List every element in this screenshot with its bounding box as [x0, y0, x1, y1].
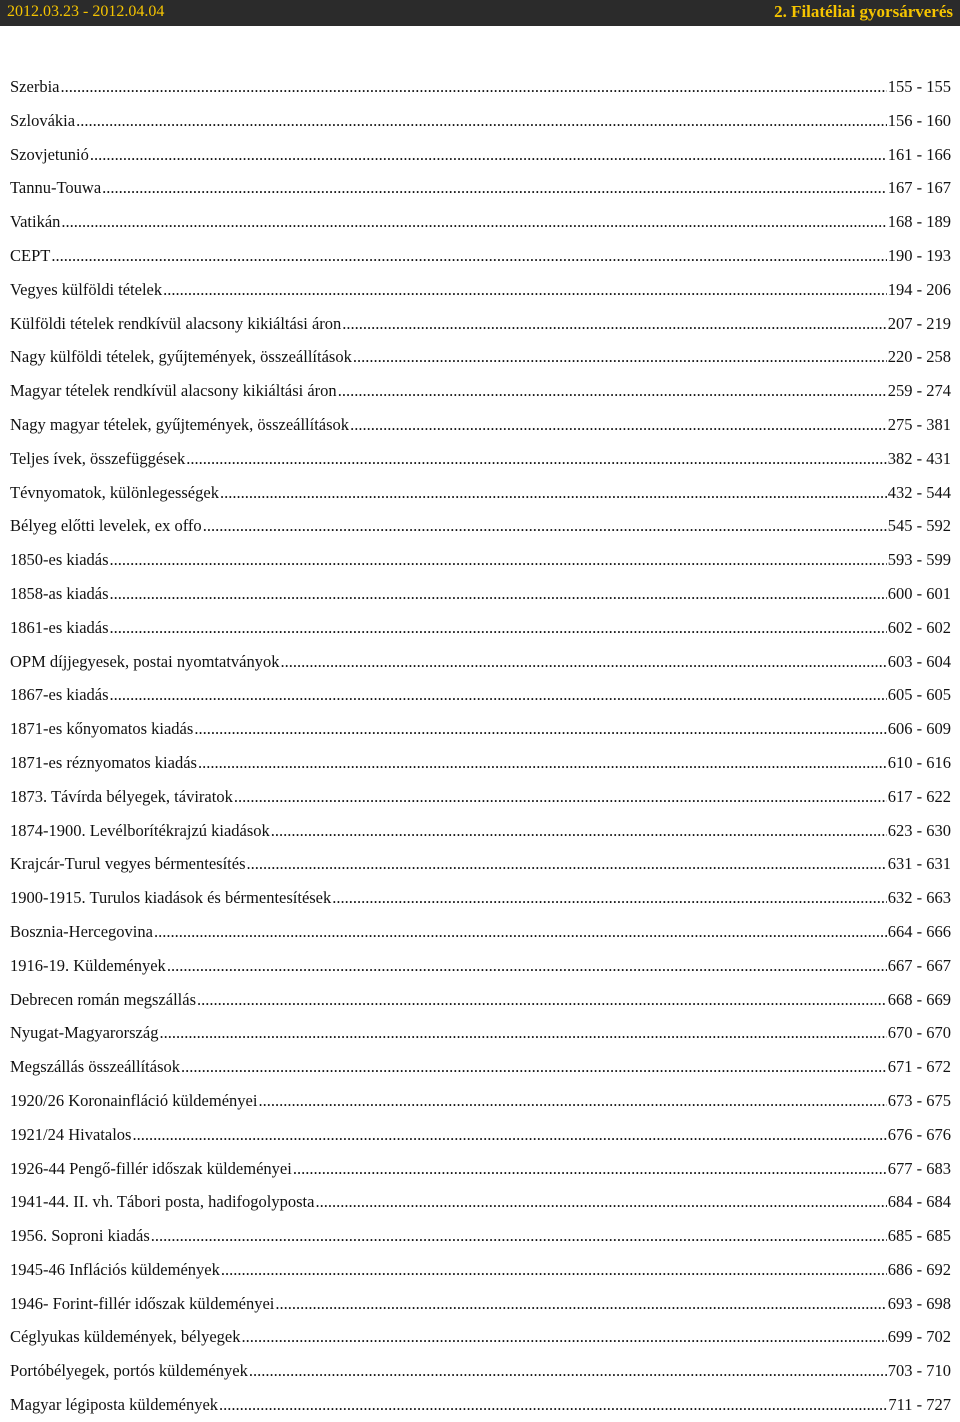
toc-entry[interactable]	[10, 340, 951, 374]
toc-entry-pages: 207 - 219	[887, 313, 951, 333]
toc-entry[interactable]	[10, 509, 951, 543]
toc-entry[interactable]	[10, 1320, 951, 1354]
toc-entry-label: OPM díjjegyesek, postai nyomtatványok	[10, 651, 280, 671]
toc-entry-pages: 602 - 602	[887, 617, 951, 637]
toc-leader-dots	[186, 442, 887, 476]
toc-entry-pages: 606 - 609	[887, 719, 951, 739]
toc-leader-dots	[60, 70, 886, 104]
toc-entry-pages: 711 - 727	[888, 1395, 951, 1415]
toc-entry-label: Nagy magyar tételek, gyűjtemények, összeállítások	[10, 414, 350, 434]
section-title: 2. Filatéliai gyorsárverés	[774, 2, 953, 21]
toc-entry[interactable]	[10, 678, 951, 712]
toc-leader-dots	[61, 205, 886, 239]
toc-entry[interactable]	[10, 442, 951, 476]
toc-leader-dots	[163, 273, 887, 307]
toc-entry[interactable]	[10, 273, 951, 307]
toc-entry-pages: 161 - 166	[887, 144, 951, 164]
toc-entry[interactable]	[10, 746, 951, 780]
toc-leader-dots	[315, 1185, 886, 1219]
toc-entry-label: Teljes ívek, összefüggések	[10, 448, 186, 468]
toc-entry[interactable]	[10, 1388, 951, 1422]
toc-leader-dots	[110, 543, 887, 577]
toc-entry-pages: 617 - 622	[887, 786, 951, 806]
toc-entry-pages: 600 - 601	[887, 583, 951, 603]
toc-leader-dots	[342, 307, 886, 341]
toc-entry-pages: 686 - 692	[887, 1259, 951, 1279]
toc-leader-dots	[249, 1354, 887, 1388]
toc-entry-pages: 671 - 672	[887, 1057, 951, 1077]
toc-leader-dots	[110, 678, 887, 712]
toc-entry-label: 1946- Forint-fillér időszak küldeményei	[10, 1293, 275, 1313]
toc-leader-dots	[151, 1219, 887, 1253]
toc-leader-dots	[203, 509, 887, 543]
toc-entry-label: Vatikán	[10, 212, 61, 232]
toc-entry-pages: 703 - 710	[887, 1361, 951, 1381]
toc-leader-dots	[102, 171, 887, 205]
toc-leader-dots	[241, 1320, 886, 1354]
toc-entry-label: Külföldi tételek rendkívül alacsony kikiáltási áron	[10, 313, 342, 333]
toc-entry[interactable]	[10, 1185, 951, 1219]
toc-entry[interactable]	[10, 1084, 951, 1118]
toc-entry-pages: 673 - 675	[887, 1090, 951, 1110]
toc-entry-label: Szerbia	[10, 77, 60, 96]
toc-leader-dots	[234, 780, 887, 814]
toc-entry-label: 1945-46 Inflációs küldemények	[10, 1259, 220, 1279]
toc-entry-pages: 685 - 685	[887, 1226, 951, 1246]
toc-entry-pages: 259 - 274	[887, 381, 951, 401]
toc-leader-dots	[293, 1152, 887, 1186]
table-of-contents	[10, 70, 951, 1422]
toc-leader-dots	[76, 104, 887, 138]
toc-entry[interactable]	[10, 1354, 951, 1388]
toc-leader-dots	[275, 1287, 886, 1321]
toc-entry-pages: 610 - 616	[887, 752, 951, 772]
page-header	[0, 0, 960, 26]
toc-entry[interactable]	[10, 1016, 951, 1050]
toc-leader-dots	[197, 983, 887, 1017]
toc-entry-pages: 632 - 663	[887, 888, 951, 908]
toc-entry[interactable]	[10, 1118, 951, 1152]
toc-entry[interactable]	[10, 881, 951, 915]
toc-entry[interactable]	[10, 847, 951, 881]
date-range: 2012.03.23 - 2012.04.04	[7, 3, 165, 20]
toc-entry[interactable]	[10, 780, 951, 814]
toc-entry-pages: 684 - 684	[887, 1192, 951, 1212]
toc-entry-label: 1871-es kőnyomatos kiadás	[10, 719, 194, 739]
toc-leader-dots	[219, 1388, 887, 1422]
toc-leader-dots	[220, 476, 887, 510]
toc-entry[interactable]	[10, 543, 951, 577]
toc-entry[interactable]	[10, 307, 951, 341]
toc-entry[interactable]	[10, 1287, 951, 1321]
toc-entry-label: Nyugat-Magyarország	[10, 1023, 159, 1043]
toc-entry-label: 1941-44. II. vh. Tábori posta, hadifogolyposta	[10, 1192, 315, 1212]
toc-entry-pages: 382 - 431	[887, 448, 951, 468]
toc-entry-label: 1874-1900. Levélborítékrajzú kiadások	[10, 820, 270, 840]
toc-entry-label: 1850-es kiadás	[10, 550, 109, 570]
toc-entry[interactable]	[10, 239, 951, 273]
toc-entry-pages: 156 - 160	[887, 110, 951, 130]
toc-entry[interactable]	[10, 205, 951, 239]
toc-leader-dots	[110, 611, 887, 645]
toc-leader-dots	[159, 1016, 886, 1050]
toc-entry-label: Krajcár-Turul vegyes bérmentesítés	[10, 854, 246, 874]
toc-leader-dots	[258, 1084, 886, 1118]
toc-entry[interactable]	[10, 949, 951, 983]
toc-entry-label: Céglyukas küldemények, bélyegek	[10, 1327, 241, 1347]
toc-entry[interactable]	[10, 611, 951, 645]
toc-entry-pages: 693 - 698	[887, 1293, 951, 1313]
toc-leader-dots	[110, 577, 887, 611]
toc-entry[interactable]	[10, 1152, 951, 1186]
toc-entry[interactable]	[10, 645, 951, 679]
toc-leader-dots	[90, 138, 887, 172]
toc-entry-label: Bélyeg előtti levelek, ex offo	[10, 516, 202, 536]
toc-entry-pages: 168 - 189	[887, 212, 951, 232]
toc-leader-dots	[332, 881, 886, 915]
toc-leader-dots	[51, 239, 886, 273]
toc-entry-pages: 545 - 592	[887, 516, 951, 536]
toc-entry-label: 1858-as kiadás	[10, 583, 109, 603]
toc-entry-label: 1867-es kiadás	[10, 685, 109, 705]
toc-entry[interactable]	[10, 1219, 951, 1253]
toc-leader-dots	[194, 712, 886, 746]
toc-leader-dots	[181, 1050, 887, 1084]
toc-entry-pages: 623 - 630	[887, 820, 951, 840]
toc-entry-label: 1873. Távírda bélyegek, táviratok	[10, 786, 233, 806]
toc-entry-pages: 699 - 702	[887, 1327, 951, 1347]
toc-leader-dots	[247, 847, 887, 881]
toc-entry-label: CEPT	[10, 245, 51, 265]
toc-leader-dots	[353, 340, 887, 374]
toc-entry-label: Magyar légiposta küldemények	[10, 1395, 219, 1415]
toc-entry-label: Portóbélyegek, portós küldemények	[10, 1361, 248, 1381]
toc-entry[interactable]	[10, 814, 951, 848]
toc-entry-label: Szlovákia	[10, 110, 76, 130]
toc-entry-pages: 605 - 605	[887, 685, 951, 705]
toc-entry-pages: 190 - 193	[887, 245, 951, 265]
toc-entry-label: Tévnyomatok, különlegességek	[10, 482, 219, 502]
toc-entry-label: Vegyes külföldi tételek	[10, 279, 163, 299]
toc-leader-dots	[221, 1253, 887, 1287]
toc-entry-label: Tannu-Touwa	[10, 178, 102, 198]
toc-entry-pages: 593 - 599	[887, 550, 951, 570]
toc-entry[interactable]	[10, 171, 951, 205]
toc-leader-dots	[271, 814, 887, 848]
toc-entry-pages: 677 - 683	[887, 1158, 951, 1178]
toc-entry-pages: 167 - 167	[887, 178, 951, 198]
toc-entry-label: Megszállás összeállítások	[10, 1057, 180, 1077]
toc-entry[interactable]	[10, 983, 951, 1017]
toc-leader-dots	[338, 374, 887, 408]
toc-entry-pages: 664 - 666	[887, 921, 951, 941]
toc-entry-pages: 155 - 155	[887, 77, 951, 96]
toc-entry-label: Bosznia-Hercegovina	[10, 921, 153, 941]
toc-entry-pages: 676 - 676	[887, 1124, 951, 1144]
toc-entry-pages: 603 - 604	[887, 651, 951, 671]
toc-leader-dots	[132, 1118, 886, 1152]
toc-entry-pages: 432 - 544	[887, 482, 951, 502]
toc-entry[interactable]	[10, 476, 951, 510]
toc-leader-dots	[198, 746, 887, 780]
toc-entry-pages: 667 - 667	[887, 955, 951, 975]
toc-entry[interactable]	[10, 374, 951, 408]
toc-leader-dots	[167, 949, 887, 983]
toc-entry[interactable]	[10, 138, 951, 172]
toc-entry[interactable]	[10, 915, 951, 949]
toc-entry-pages: 668 - 669	[887, 989, 951, 1009]
toc-leader-dots	[280, 645, 886, 679]
toc-entry-label: 1900-1915. Turulos kiadások és bérmentesítések	[10, 888, 332, 908]
toc-leader-dots	[154, 915, 887, 949]
toc-leader-dots	[350, 408, 887, 442]
toc-entry[interactable]	[10, 104, 951, 138]
toc-entry-label: 1956. Soproni kiadás	[10, 1226, 150, 1246]
toc-entry[interactable]	[10, 712, 951, 746]
toc-entry[interactable]	[10, 408, 951, 442]
toc-entry-label: 1916-19. Küldemények	[10, 955, 166, 975]
toc-entry-label: Szovjetunió	[10, 144, 89, 164]
toc-entry-label: 1921/24 Hivatalos	[10, 1124, 132, 1144]
toc-entry[interactable]	[10, 577, 951, 611]
toc-entry-pages: 220 - 258	[887, 347, 951, 367]
toc-entry-label: Nagy külföldi tételek, gyűjtemények, összeállítások	[10, 347, 352, 367]
toc-entry[interactable]	[10, 1253, 951, 1287]
toc-entry-label: Debrecen román megszállás	[10, 989, 196, 1009]
toc-entry-label: Magyar tételek rendkívül alacsony kikiáltási áron	[10, 381, 337, 401]
toc-entry[interactable]	[10, 1050, 951, 1084]
toc-entry-label: 1861-es kiadás	[10, 617, 109, 637]
toc-entry-label: 1920/26 Koronainfláció küldeményei	[10, 1090, 258, 1110]
toc-entry-pages: 194 - 206	[887, 279, 951, 299]
toc-entry[interactable]	[10, 70, 951, 104]
toc-entry-pages: 631 - 631	[887, 854, 951, 874]
toc-entry-pages: 670 - 670	[887, 1023, 951, 1043]
toc-entry-pages: 275 - 381	[887, 414, 951, 434]
toc-entry-label: 1871-es réznyomatos kiadás	[10, 752, 197, 772]
toc-entry-label: 1926-44 Pengő-fillér időszak küldeményei	[10, 1158, 292, 1178]
